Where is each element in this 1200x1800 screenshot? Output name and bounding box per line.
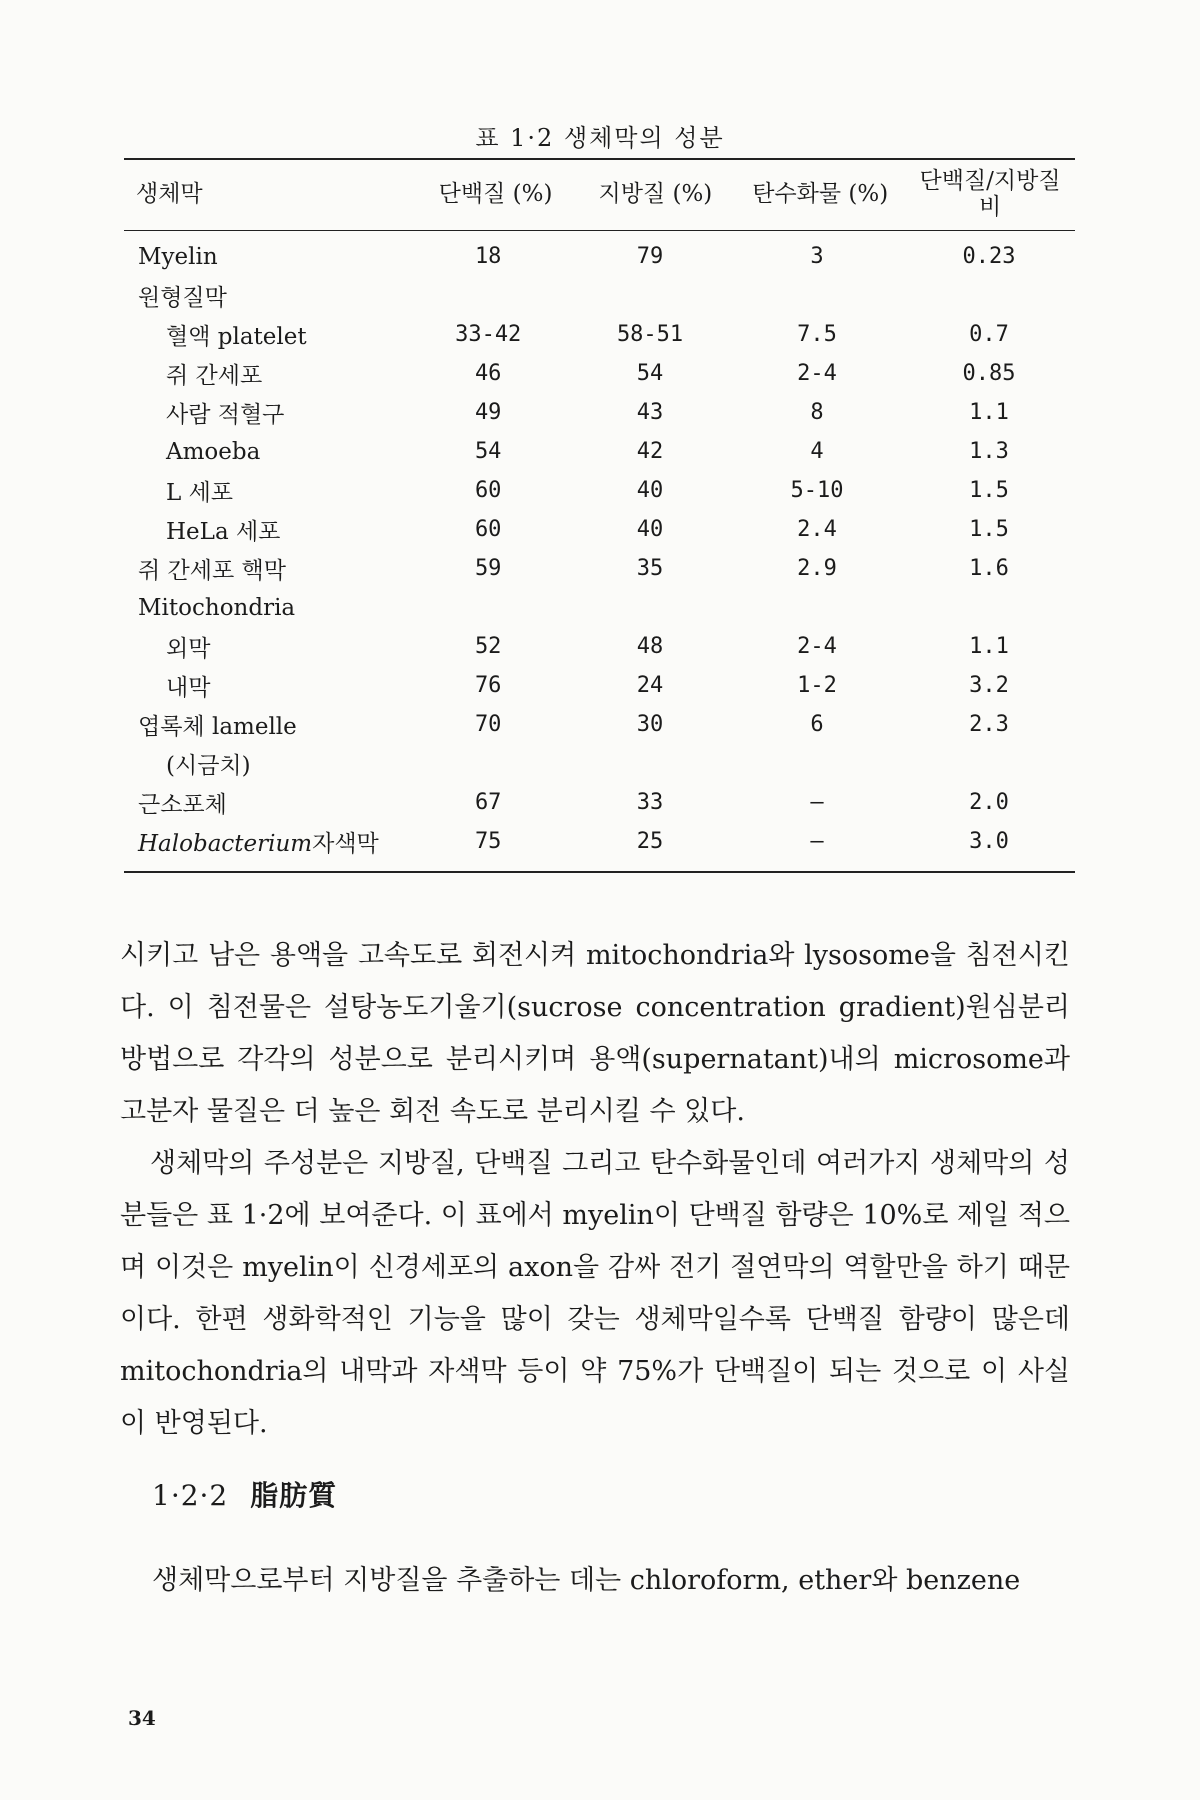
- cell-protein: 52: [474, 634, 502, 659]
- cell-carbohydrate: 2-4: [797, 634, 837, 659]
- cell-carbohydrate: 7.5: [797, 322, 837, 347]
- row-name: 사람 적혈구: [166, 402, 285, 428]
- row-name: HeLa 세포: [166, 519, 281, 545]
- cell-lipid: 79: [636, 244, 664, 269]
- cell-ratio: 1.5: [969, 478, 1009, 503]
- cell-protein: 46: [474, 361, 502, 386]
- row-name: 혈액 platelet: [166, 324, 307, 350]
- header-membrane: 생체막: [136, 181, 203, 207]
- row-name: [124, 822, 407, 871]
- table-row: [124, 744, 1075, 783]
- table-row: [124, 588, 1075, 627]
- cell-carbohydrate: 3: [810, 244, 824, 269]
- cell-protein: 67: [474, 790, 502, 815]
- row-name: Amoeba: [166, 438, 261, 465]
- cell-carbohydrate: —: [810, 829, 824, 854]
- cell-lipid: 25: [636, 829, 664, 854]
- cell-ratio: 3.0: [969, 829, 1009, 854]
- cell-ratio: 3.2: [969, 673, 1009, 698]
- cell-lipid: 24: [636, 673, 664, 698]
- row-name: 쥐 간세포 핵막: [138, 558, 286, 584]
- table-bottom-rule: [124, 871, 1075, 873]
- row-name-suffix: 자색막: [312, 831, 379, 857]
- table-row: [124, 354, 1075, 393]
- cell-ratio: 1.1: [969, 400, 1009, 425]
- cell-protein: 49: [474, 400, 502, 425]
- cell-protein: 54: [474, 439, 502, 464]
- row-name: (시금치): [166, 753, 251, 779]
- cell-carbohydrate: 5-10: [790, 478, 844, 503]
- table-row: [124, 276, 1075, 315]
- cell-lipid: 54: [636, 361, 664, 386]
- row-name: 쥐 간세포: [166, 363, 263, 389]
- cell-protein: [407, 276, 569, 315]
- cell-carbohydrate: 4: [810, 439, 824, 464]
- header-protein: 단백질 (%): [438, 181, 553, 207]
- table-row: [124, 471, 1075, 510]
- cell-carbohydrate: [731, 276, 903, 315]
- table-row: [124, 783, 1075, 822]
- cell-protein: 60: [474, 478, 502, 503]
- row-name: 내막: [166, 675, 211, 701]
- header-lipid: 지방질 (%): [598, 181, 713, 207]
- cell-lipid: 43: [636, 400, 664, 425]
- cell-carbohydrate: 6: [810, 712, 824, 737]
- membrane-composition-table: [124, 158, 1075, 873]
- section-heading: [152, 1474, 337, 1514]
- cell-lipid: 58-51: [616, 322, 684, 347]
- body-text: [120, 930, 1070, 1450]
- cell-lipid: 40: [636, 478, 664, 503]
- section-number: 1·2·2: [152, 1479, 229, 1512]
- cell-carbohydrate: —: [810, 790, 824, 815]
- table-row: [124, 666, 1075, 705]
- cell-lipid: 30: [636, 712, 664, 737]
- row-name: Mitochondria: [138, 594, 296, 621]
- cell-lipid: 42: [636, 439, 664, 464]
- cell-ratio: 1.3: [969, 439, 1009, 464]
- cell-ratio: 0.85: [962, 361, 1016, 386]
- cell-carbohydrate: 2.9: [797, 556, 837, 581]
- cell-ratio: 0.7: [969, 322, 1009, 347]
- table-row: [124, 627, 1075, 666]
- table-row: [124, 231, 1075, 276]
- cell-ratio: 2.3: [969, 712, 1009, 737]
- row-name: 외막: [166, 636, 211, 662]
- cell-protein: 75: [474, 829, 502, 854]
- table-row: [124, 549, 1075, 588]
- cell-carbohydrate: 2-4: [797, 361, 837, 386]
- row-name-italic: Halobacterium: [138, 831, 313, 857]
- cell-lipid: 33: [636, 790, 664, 815]
- cell-protein: 59: [474, 556, 502, 581]
- cell-carbohydrate: [731, 588, 903, 627]
- section-title: 脂肪質: [250, 1479, 338, 1512]
- table-caption: 표 1·2 생체막의 성분: [475, 124, 725, 152]
- continuing-paragraph: 생체막으로부터 지방질을 추출하는 데는 chloroform, ether와 benzene: [152, 1565, 1021, 1596]
- cell-lipid: 35: [636, 556, 664, 581]
- page-number: 34: [128, 1706, 156, 1730]
- cell-protein: 33-42: [455, 322, 522, 347]
- cell-protein: [407, 588, 569, 627]
- row-name: Myelin: [138, 243, 218, 270]
- table-row: [124, 822, 1075, 871]
- cell-lipid: [569, 744, 731, 783]
- cell-protein: 18: [474, 244, 502, 269]
- cell-ratio: [903, 588, 1075, 627]
- table-row: [124, 432, 1075, 471]
- header-carbohydrate: 탄수화물 (%): [752, 181, 889, 207]
- cell-ratio: [903, 276, 1075, 315]
- cell-ratio: 0.23: [962, 244, 1016, 269]
- table-row: [124, 705, 1075, 744]
- cell-lipid: 40: [636, 517, 664, 542]
- paragraph: 시키고 남은 용액을 고속도로 회전시켜 mitochondria와 lysosome을 침전시킨다. 이 침전물은 설탕농도기울기(sucrose concentration gradient)원심분리 방법으로 각각의 성분으로 분리시키며 용액(supernatant)내의 microsome과 고분자 물질은 더 높은 회전 속도로 분리시킬 수 있다.: [120, 940, 1070, 1127]
- row-name: L 세포: [166, 480, 234, 506]
- cell-carbohydrate: 2.4: [797, 517, 837, 542]
- cell-carbohydrate: 8: [810, 400, 824, 425]
- cell-ratio: 1.1: [969, 634, 1009, 659]
- row-name: 엽록체 lamelle: [138, 714, 297, 740]
- paragraph: 생체막의 주성분은 지방질, 단백질 그리고 탄수화물인데 여러가지 생체막의 성분들은 표 1·2에 보여준다. 이 표에서 myelin이 단백질 함량은 10%로 제일 적으며 이것은 myelin이 신경세포의 axon을 감싸 전기 절연막의 역할만을 하기 때문이다. 한편 생화학적인 기능을 많이 갖는 생체막일수록 단백질 함량이 많은데 mitochondria의 내막과 자색막 등이 약 75%가 단백질이 되는 것으로 이 사실이 반영된다.: [120, 1148, 1070, 1439]
- cell-lipid: [569, 276, 731, 315]
- cell-carbohydrate: 1-2: [797, 673, 837, 698]
- row-name: 근소포체: [138, 792, 227, 818]
- table-header-row: [124, 160, 1075, 230]
- cell-ratio: [903, 744, 1075, 783]
- table-row: [124, 510, 1075, 549]
- table-row: [124, 315, 1075, 354]
- cell-carbohydrate: [731, 744, 903, 783]
- table-row: [124, 393, 1075, 432]
- cell-protein: [407, 744, 569, 783]
- cell-protein: 60: [474, 517, 502, 542]
- cell-ratio: 2.0: [969, 790, 1009, 815]
- cell-protein: 76: [474, 673, 502, 698]
- cell-ratio: 1.5: [969, 517, 1009, 542]
- cell-ratio: 1.6: [969, 556, 1009, 581]
- cell-lipid: 48: [636, 634, 664, 659]
- cell-lipid: [569, 588, 731, 627]
- row-name: 원형질막: [138, 285, 227, 311]
- header-ratio: 단백질/지방질 비: [919, 168, 1061, 220]
- cell-protein: 70: [474, 712, 502, 737]
